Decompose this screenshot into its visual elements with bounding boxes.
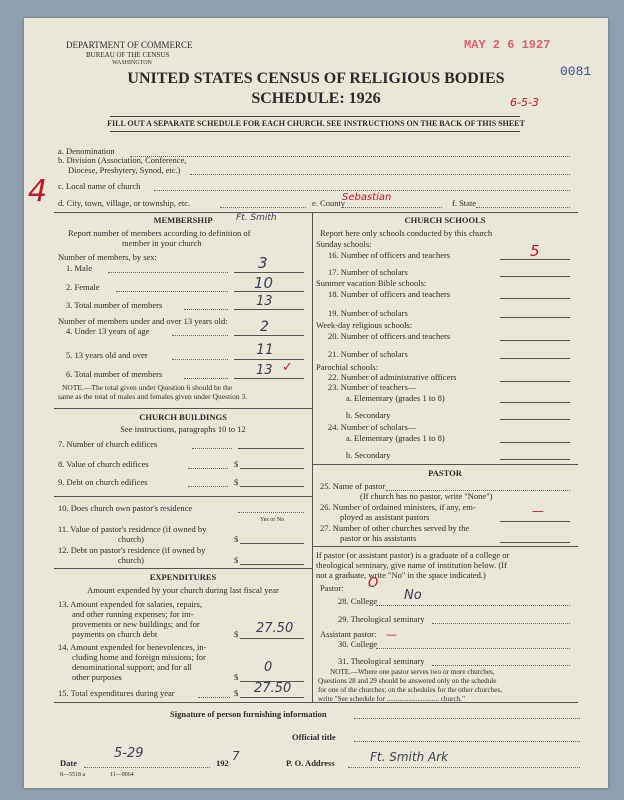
residence-value-label-2: church) (118, 534, 144, 544)
benevolence-value: 0 (264, 660, 273, 675)
answer-line (500, 459, 570, 460)
pastor-name-label: 25. Name of pastor (320, 481, 386, 491)
leader-dots (188, 468, 228, 469)
vacation-officers-label: 18. Number of officers and teachers (328, 289, 451, 299)
handwritten-mark: 4 (28, 174, 48, 209)
county-label: e. County (312, 198, 346, 208)
print-number: 11—9064 (110, 772, 134, 778)
leader-dots (116, 291, 228, 292)
schools-heading: CHURCH SCHOOLS (404, 215, 486, 225)
pastor-heading: PASTOR (428, 468, 462, 478)
membership-intro: Report number of members according to definition of (68, 228, 251, 238)
ordained-label: 26. Number of ordained ministers, if any, em- (320, 502, 476, 512)
signature-line (354, 718, 580, 719)
assistant-mark: — (386, 628, 397, 641)
expenditures-heading: EXPENDITURES (149, 572, 217, 582)
sunday-scholars-label: 17. Number of scholars (328, 267, 408, 277)
leader-dots (188, 486, 228, 487)
po-address-label: P. O. Address (286, 758, 335, 768)
total-members-value: 13 (256, 363, 273, 378)
city-label: d. City, town, village, or township, etc. (58, 198, 191, 208)
male-value: 3 (258, 254, 268, 272)
form-number: 8—5518 a (60, 772, 86, 778)
membership-heading: MEMBERSHIP (153, 215, 213, 225)
dollar-sign: $ (234, 477, 239, 487)
other-churches-label-2: pastor or his assistants (340, 533, 417, 543)
denomination-label: a. Denomination (58, 146, 115, 156)
county-value: Sebastian (342, 192, 392, 203)
serial-number: 0081 (560, 64, 592, 79)
date-line (84, 767, 210, 768)
yes-no-hint: Yes or No (260, 517, 285, 523)
answer-line (234, 335, 304, 336)
section-divider (54, 568, 312, 569)
pastor-note-3: for one of the churches; on the schedules for the other churches, (318, 686, 503, 694)
pastor-note-4: write "See schedule for ............................. church." (318, 695, 465, 703)
rule (110, 131, 520, 132)
schools-intro: Report here only schools conducted by this church (320, 228, 493, 238)
department-label: DEPARTMENT OF COMMERCE (66, 40, 193, 50)
salaries-value: 27.50 (256, 621, 294, 636)
weekday-label: Week-day religious schools: (316, 320, 413, 330)
sunday-officers-value: 5 (530, 242, 540, 260)
weekday-scholars-label: 21. Number of scholars (328, 349, 408, 359)
date-value: 5-29 (114, 746, 144, 761)
state-line (476, 207, 570, 208)
answer-line (234, 272, 304, 273)
residence-value-label: 11. Value of pastor's residence (if owned by (58, 524, 207, 534)
bureau-label: BUREAU OF THE CENSUS (86, 51, 170, 59)
college-value: No (404, 588, 422, 603)
under-13-label: 4. Under 13 years of age (66, 326, 150, 336)
local-name-label: c. Local name of church (58, 181, 141, 191)
census-form (24, 18, 608, 788)
salaries-label-3: provements or new buildings; and for (72, 619, 200, 629)
weekday-officers-label: 20. Number of officers and teachers (328, 331, 451, 341)
answer-line (234, 359, 304, 360)
answer-line (240, 564, 304, 565)
by-sex-label: Number of members, by sex: (58, 252, 157, 262)
table-top-border (54, 212, 578, 213)
membership-note-2: same as the total of males and females given under Question 3. (58, 392, 248, 401)
ordained-label-2: ployed as assistant pastors (340, 512, 430, 522)
scholars-elementary-label: a. Elementary (grades 1 to 8) (346, 433, 445, 443)
edifice-debt-label: 9. Debt on church edifices (58, 477, 148, 487)
seminary-line (432, 623, 570, 624)
seminary-label: 29. Theological seminary (338, 614, 425, 624)
dollar-sign: $ (234, 688, 239, 698)
dollar-sign: $ (234, 534, 239, 544)
dollar-sign: $ (234, 555, 239, 565)
leader-dots (184, 378, 228, 379)
benevolence-label-3: denominational support; and for all (72, 662, 192, 672)
state-label: f. State (452, 198, 477, 208)
city-label: WASHINGTON (112, 60, 152, 66)
residence-label: 10. Does church own pastor's residence (58, 503, 193, 513)
female-value: 10 (254, 274, 274, 292)
division-line (190, 174, 570, 175)
residence-debt-label-2: church) (118, 555, 144, 565)
salaries-label-2: and other running expenses; for im- (72, 609, 194, 619)
buildings-sub: See instructions, paragraphs 10 to 12 (120, 424, 246, 434)
local-name-line (154, 190, 570, 191)
total-label: 3. Total number of members (66, 300, 163, 310)
answer-line (240, 468, 304, 469)
dollar-sign: $ (234, 459, 239, 469)
buildings-heading: CHURCH BUILDINGS (139, 412, 227, 422)
vacation-label: Summer vacation Bible schools: (316, 278, 427, 288)
asst-college-label: 30. College (338, 639, 378, 649)
total-expenditures-value: 27.50 (254, 681, 292, 696)
benevolence-label: 14. Amount expended for benevolences, in- (58, 642, 207, 652)
pastor-note: NOTE.—Where one pastor serves two or more churches, (330, 668, 495, 676)
leader-dots (172, 359, 228, 360)
membership-intro-2: member in your church (122, 238, 202, 248)
sunday-officers-label: 16. Number of officers and teachers (328, 250, 451, 260)
answer-line (500, 402, 570, 403)
answer-line (500, 358, 570, 359)
ages-label: Number of members under and over 13 years old: (58, 316, 228, 326)
official-title-line (354, 741, 580, 742)
asst-seminary-line (432, 665, 570, 666)
teachers-secondary-label: b. Secondary (346, 410, 391, 420)
benevolence-label-2: cluding home and foreign missions; for (72, 652, 206, 662)
dollar-sign: $ (234, 629, 239, 639)
instructions-line: FILL OUT A SEPARATE SCHEDULE FOR EACH CHURCH. SEE INSTRUCTIONS ON THE BACK OF THIS SHEET (107, 119, 525, 128)
year-label: 192 (216, 758, 229, 768)
graduate-note-3: not a graduate, write "No" in the space indicated.) (316, 570, 486, 580)
pastor-name-hint: (If church has no pastor, write "None") (360, 491, 493, 501)
graduate-note-2: theological seminary, give name of institution below. (If (316, 560, 507, 570)
answer-line (500, 340, 570, 341)
handwritten-code: 6-5-3 (510, 96, 539, 109)
vacation-scholars-label: 19. Number of scholars (328, 308, 408, 318)
college-label: 28. College (338, 596, 378, 606)
rule (110, 116, 520, 117)
schedule-title: SCHEDULE: 1926 (251, 90, 381, 107)
ordained-mark: — (532, 504, 544, 518)
under-13-value: 2 (260, 319, 269, 335)
edifice-value-label: 8. Value of church edifices (58, 459, 149, 469)
residence-debt-label: 12. Debt on pastor's residence (if owned by (58, 545, 206, 555)
asst-seminary-label: 31. Theological seminary (338, 656, 425, 666)
column-divider (312, 212, 313, 702)
total-expenditures-label: 15. Total expenditures during year (58, 688, 175, 698)
division-label: b. Division (Association, Conference, (58, 155, 187, 165)
edifices-label: 7. Number of church edifices (58, 439, 158, 449)
salaries-label: 13. Amount expended for salaries, repairs, (58, 599, 202, 609)
salaries-label-4: payments on church debt (72, 629, 158, 639)
answer-line (500, 419, 570, 420)
answer-line (500, 276, 570, 277)
college-line (376, 605, 570, 606)
leader-dots (198, 697, 230, 698)
male-label: 1. Male (66, 263, 92, 273)
official-title-label: Official title (292, 732, 336, 742)
answer-line (500, 317, 570, 318)
division-label-2: Diocese, Presbytery, Synod, etc.) (68, 165, 181, 175)
county-line (342, 207, 442, 208)
pastor-note-2: Questions 28 and 29 should be answered only on the schedule (318, 677, 497, 685)
sunday-label: Sunday schools: (316, 239, 372, 249)
answer-line (234, 309, 304, 310)
leader-dots (192, 448, 232, 449)
year-value: 7 (232, 749, 240, 763)
section-divider (312, 546, 578, 547)
table-bottom-border (54, 702, 578, 703)
date-label: Date (60, 758, 77, 768)
teachers-elementary-label: a. Elementary (grades 1 to 8) (346, 393, 445, 403)
form-title: UNITED STATES CENSUS OF RELIGIOUS BODIES (127, 70, 505, 87)
answer-line (238, 448, 304, 449)
dollar-sign: $ (234, 672, 239, 682)
teachers-label: 23. Number of teachers— (328, 382, 417, 392)
over-13-value: 11 (256, 342, 274, 358)
over-13-label: 5. 13 years old and over (66, 350, 148, 360)
graduate-note: If pastor (or assistant pastor) is a graduate of a college or (316, 550, 510, 560)
admin-officers-label: 22. Number of administrative officers (328, 372, 457, 382)
answer-line (240, 697, 304, 698)
section-divider (54, 408, 312, 409)
answer-line (500, 298, 570, 299)
female-label: 2. Female (66, 282, 100, 292)
po-address-value: Ft. Smith Ark (370, 750, 449, 764)
asst-college-line (376, 648, 570, 649)
leader-dots (108, 272, 228, 273)
answer-line (240, 543, 304, 544)
answer-line (240, 638, 304, 639)
membership-hand-note: Ft. Smith (236, 213, 277, 223)
scholars-label: 24. Number of scholars— (328, 422, 417, 432)
answer-line (238, 512, 304, 513)
answer-line (240, 486, 304, 487)
answer-line (500, 542, 570, 543)
assistant-label: Assistant pastor: (320, 629, 377, 639)
answer-line (500, 442, 570, 443)
benevolence-label-4: other purposes (72, 672, 122, 682)
scholars-secondary-label: b. Secondary (346, 450, 391, 460)
section-divider (312, 464, 578, 465)
pastor-label: Pastor: (320, 583, 344, 593)
section-divider (54, 496, 312, 497)
leader-dots (172, 335, 228, 336)
check-mark: ✓ (282, 360, 293, 375)
pastor-mark: O (368, 576, 379, 591)
membership-note: NOTE.—The total given under Question 6 should be the (62, 383, 233, 392)
answer-line (234, 378, 304, 379)
total-members-label: 6. Total number of members (66, 369, 163, 379)
expenditures-sub: Amount expended by your church during last fiscal year (87, 585, 279, 595)
other-churches-label: 27. Number of other churches served by the (320, 523, 470, 533)
parochial-label: Parochial schools: (316, 362, 379, 372)
received-stamp: MAY 2 6 1927 (464, 38, 551, 52)
total-value: 13 (256, 294, 273, 309)
answer-line (500, 521, 570, 522)
signature-label: Signature of person furnishing information (170, 709, 327, 719)
leader-dots (184, 309, 228, 310)
denomination-line (130, 156, 570, 157)
po-address-line (348, 767, 580, 768)
city-line (220, 207, 306, 208)
answer-line (500, 381, 570, 382)
